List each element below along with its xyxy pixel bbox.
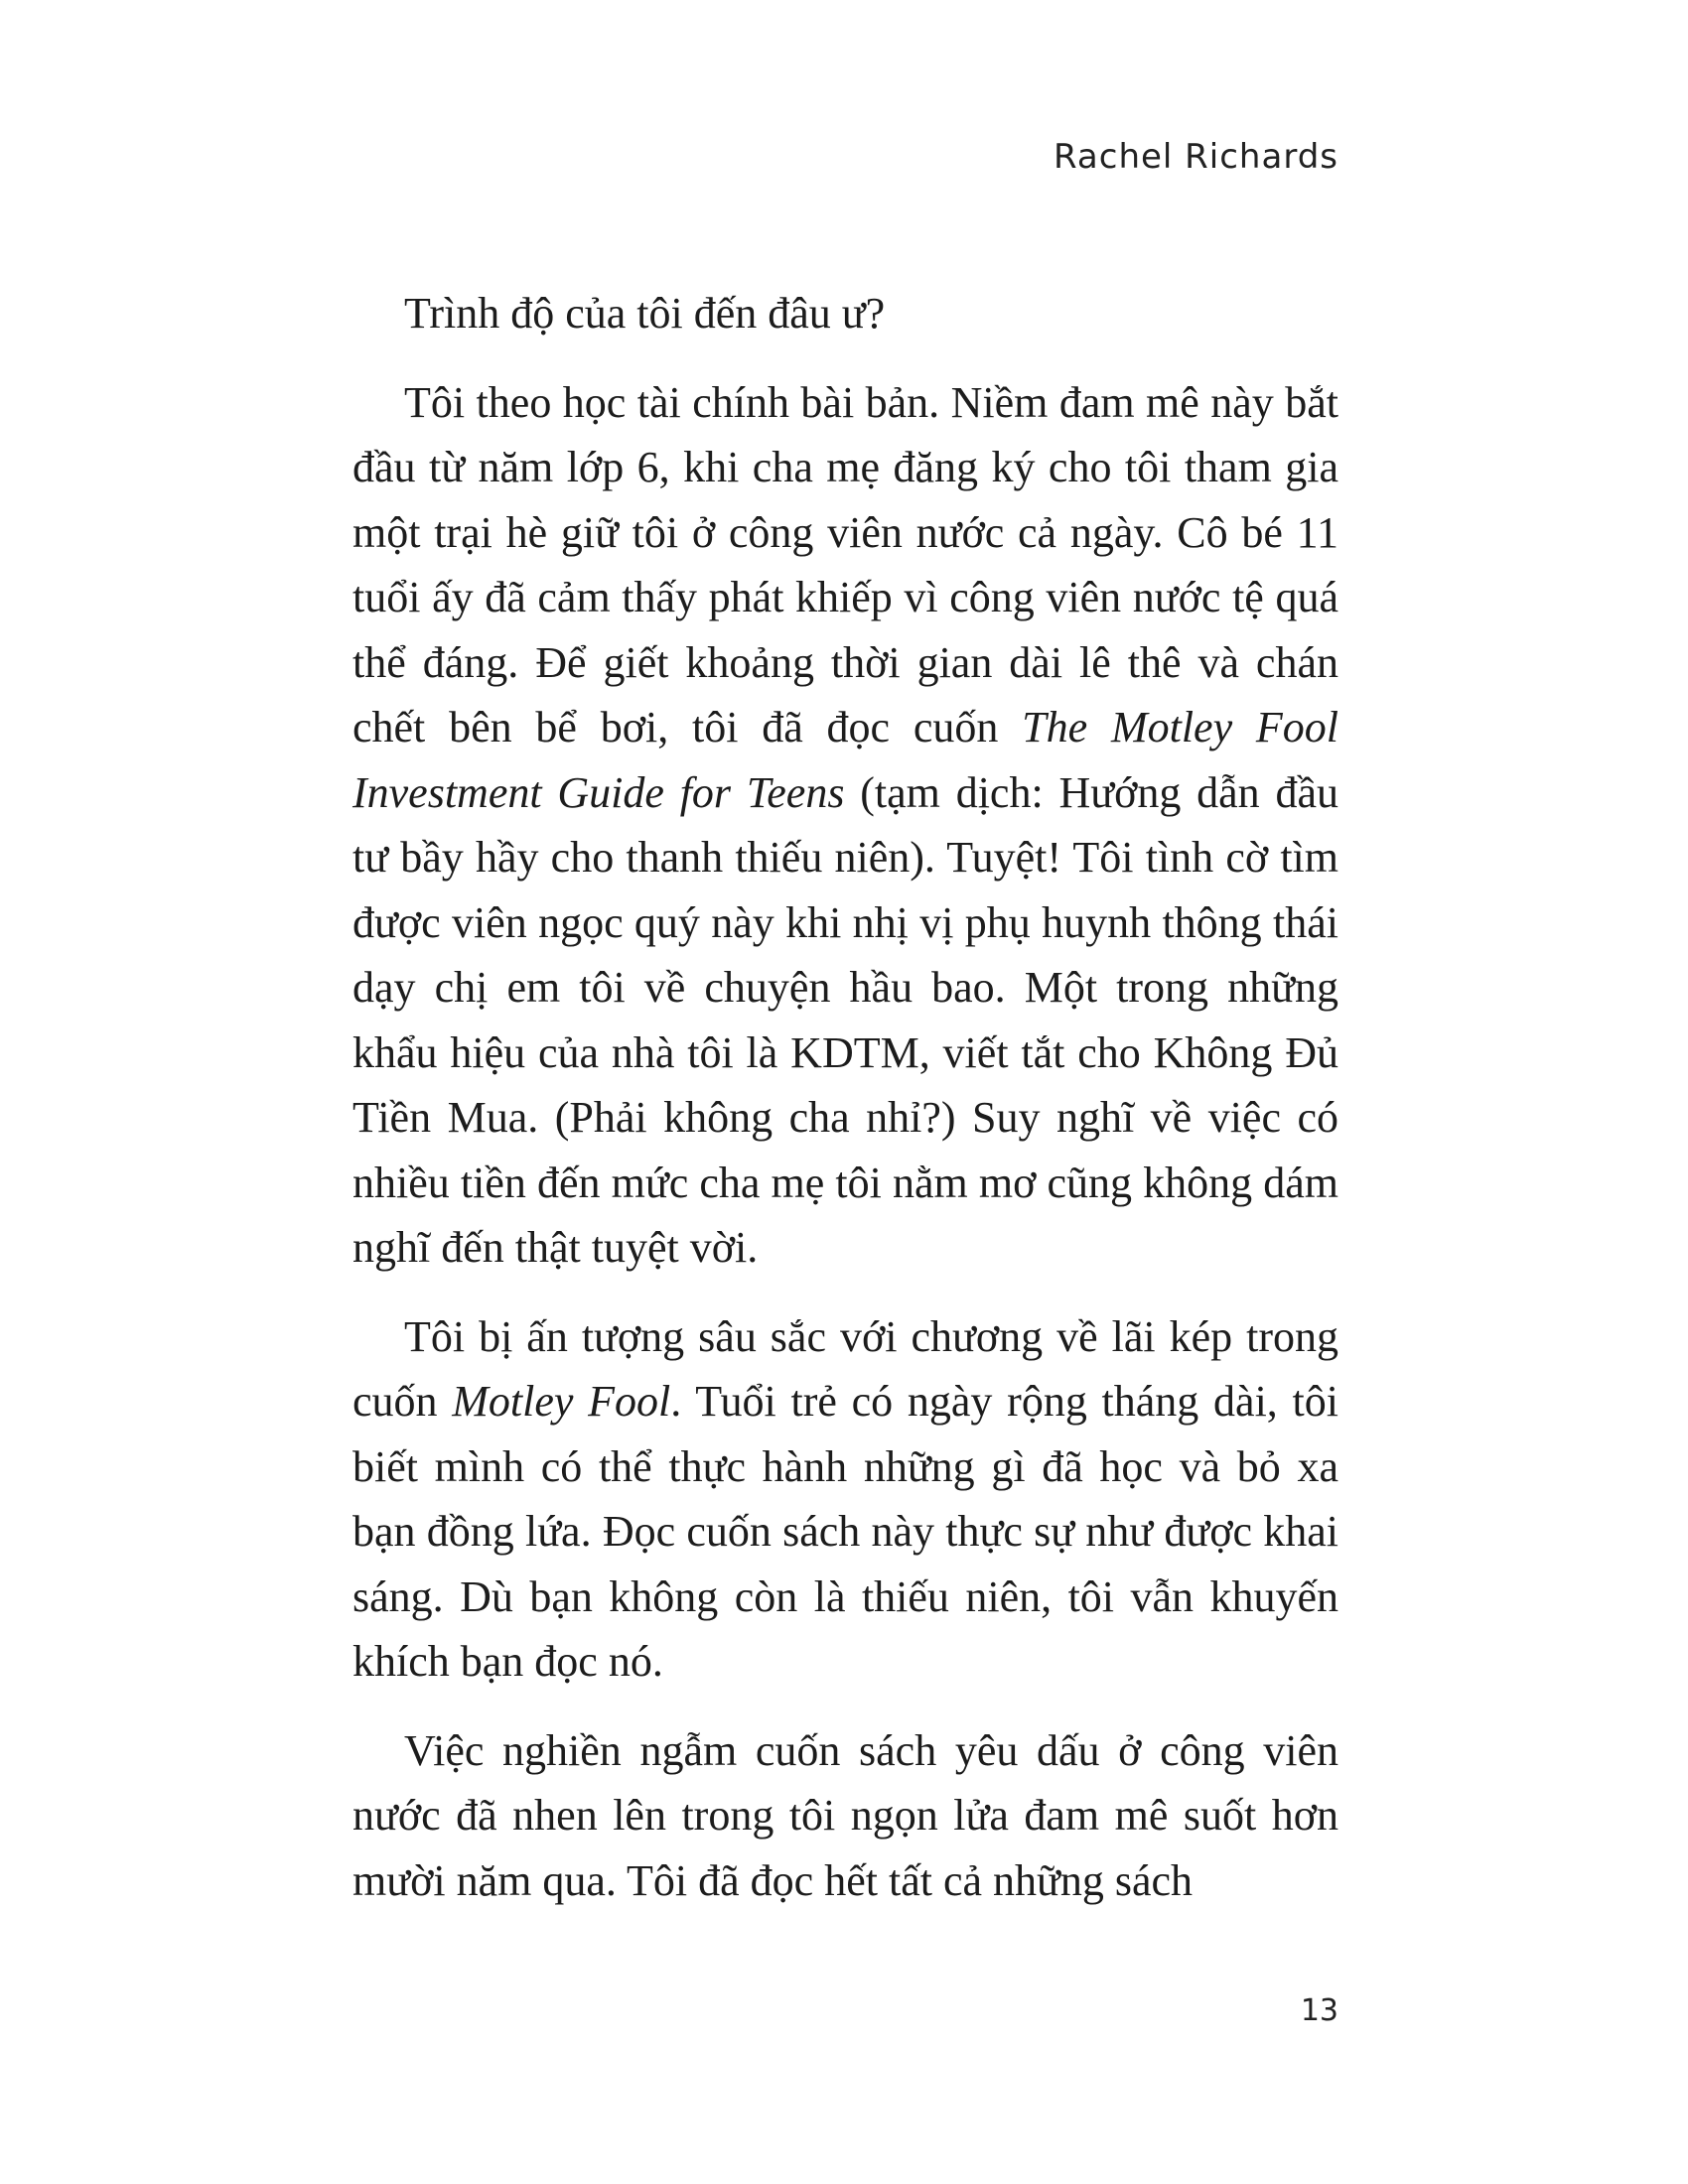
paragraph-4: [352, 1718, 1338, 1914]
paragraph-2: [352, 370, 1338, 1281]
paragraph-1: [352, 281, 1338, 346]
paragraph-1-text: Trình độ của tôi đến đâu ư?: [404, 289, 886, 338]
paragraph-4-text: Việc nghiền ngẫm cuốn sách yêu dấu ở công viên nước đã nhen lên trong tôi ngọn lửa đam mê suốt hơn mười năm qua. Tôi đã đọc hết tất cả những sách: [352, 1725, 1338, 1905]
book-title-motley-fool: Motley Fool: [452, 1377, 671, 1426]
paragraph-2-text-b: (tạm dịch: Hướng dẫn đầu tư bầy hầy cho thanh thiếu niên). Tuyệt! Tôi tình cờ tìm được viên ngọc quý này khi nhị vị phụ huynh thông thái dạy chị em tôi về chuyện hầu bao. Một trong những khẩu hiệu của nhà tôi là KDTM, viết tắt cho Không Đủ Tiền Mua. (Phải không cha nhỉ?) Suy nghĩ về việc có nhiều tiền đến mức cha mẹ tôi nằm mơ cũng không dám nghĩ đến thật tuyệt vời.: [352, 767, 1339, 1272]
page-number: 13: [1300, 1993, 1338, 2028]
paragraph-3-text-b: . Tuổi trẻ có ngày rộng tháng dài, tôi biết mình có thể thực hành những gì đã học và bỏ xa bạn đồng lứa. Đọc cuốn sách này thực sự như được khai sáng. Dù bạn không còn là thiếu niên, tôi vẫn khuyến khích bạn đọc nó.: [352, 1377, 1338, 1686]
running-head-author: Rachel Richards: [1054, 137, 1338, 177]
book-title-motley-fool-teens: The Motley Fool Investment Guide for Teens: [352, 703, 1339, 817]
paragraph-3: [352, 1304, 1338, 1695]
body-text: [352, 281, 1338, 1913]
paragraph-2-text-a: Tôi theo học tài chính bài bản. Niềm đam mê này bắt đầu từ năm lớp 6, khi cha mẹ đăng ký cho tôi tham gia một trại hè giữ tôi ở công viên nước cả ngày. Cô bé 11 tuổi ấy đã cảm thấy phát khiếp vì công viên nước tệ quá thể đáng. Để giết khoảng thời gian dài lê thê và chán chết bên bể bơi, tôi đã đọc cuốn: [352, 377, 1338, 751]
paragraph-3-text-a: Tôi bị ấn tượng sâu sắc với chương về lãi kép trong cuốn: [352, 1311, 1338, 1426]
